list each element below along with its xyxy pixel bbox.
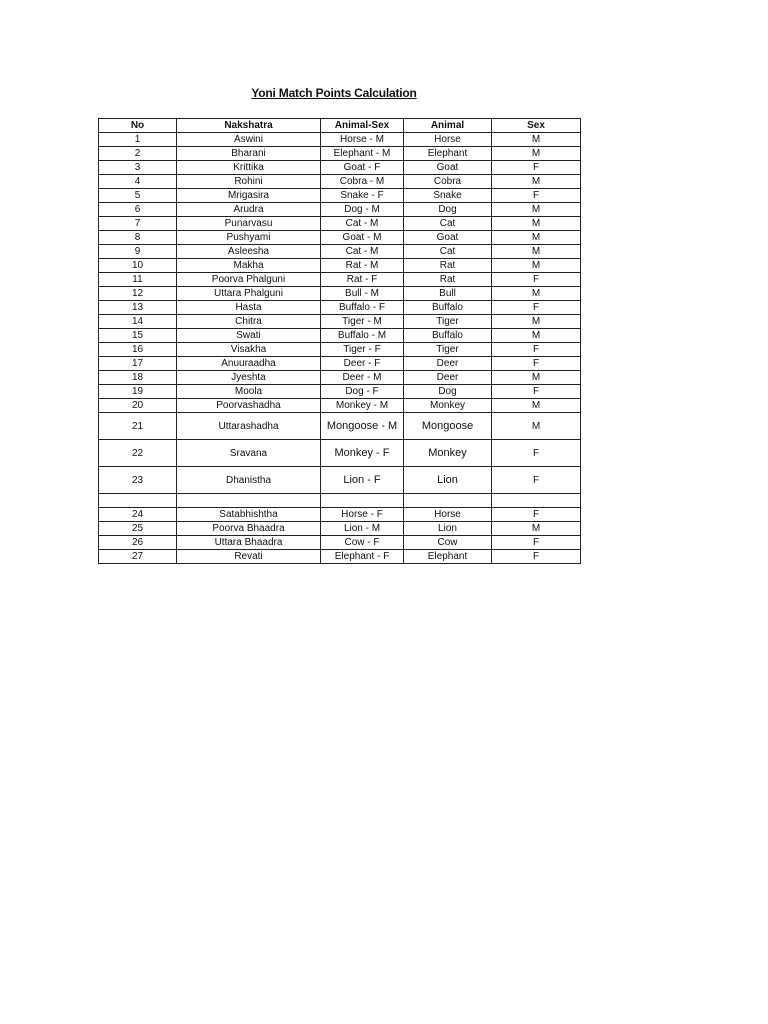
cell-animal-sex: Rat - F [321,273,404,287]
cell-sex: M [492,259,581,273]
table-row [99,329,581,343]
cell-animal: Lion [404,522,492,536]
cell-animal: Elephant [404,550,492,564]
cell-animal: Monkey [404,399,492,413]
cell-sex: M [492,329,581,343]
table-row [99,413,581,440]
cell-no: 15 [99,329,177,343]
cell-nakshatra: Visakha [177,343,321,357]
cell-sex: M [492,245,581,259]
table-row [99,508,581,522]
cell-animal-sex: Snake - F [321,189,404,203]
cell-animal-sex: Goat - F [321,161,404,175]
cell-animal-sex: Bull - M [321,287,404,301]
cell-no: 12 [99,287,177,301]
table-row [99,189,581,203]
cell-no: 11 [99,273,177,287]
table-row [99,357,581,371]
cell-nakshatra: Rohini [177,175,321,189]
cell-animal: Monkey [404,440,492,467]
cell-no: 21 [99,413,177,440]
cell-nakshatra: Uttara Phalguni [177,287,321,301]
cell-no: 1 [99,133,177,147]
cell-animal: Deer [404,357,492,371]
cell-no: 16 [99,343,177,357]
cell-nakshatra: Poorva Phalguni [177,273,321,287]
cell-animal: Tiger [404,315,492,329]
cell-nakshatra: Uttarashadha [177,413,321,440]
cell-animal-sex: Buffalo - F [321,301,404,315]
cell-no [99,494,177,508]
cell-animal-sex: Cat - M [321,217,404,231]
cell-nakshatra: Asleesha [177,245,321,259]
cell-animal-sex: Lion - M [321,522,404,536]
cell-no: 6 [99,203,177,217]
cell-no: 14 [99,315,177,329]
cell-no: 17 [99,357,177,371]
table-row [99,161,581,175]
cell-sex: M [492,315,581,329]
cell-animal-sex: Goat - M [321,231,404,245]
cell-animal-sex: Monkey - F [321,440,404,467]
cell-animal-sex: Horse - F [321,508,404,522]
cell-no: 19 [99,385,177,399]
table-row [99,440,581,467]
cell-animal-sex [321,494,404,508]
cell-nakshatra: Poorvashadha [177,399,321,413]
cell-sex: F [492,508,581,522]
col-header-no: No [99,119,177,133]
page-title: Yoni Match Points Calculation [251,86,417,100]
cell-sex [492,494,581,508]
cell-animal-sex: Cobra - M [321,175,404,189]
table-row [99,245,581,259]
cell-no: 2 [99,147,177,161]
cell-animal-sex: Buffalo - M [321,329,404,343]
cell-nakshatra: Arudra [177,203,321,217]
cell-no: 7 [99,217,177,231]
cell-sex: M [492,147,581,161]
cell-nakshatra: Uttara Bhaadra [177,536,321,550]
cell-sex: F [492,273,581,287]
table-row [99,467,581,494]
cell-nakshatra [177,494,321,508]
cell-animal-sex: Deer - F [321,357,404,371]
table-row [99,147,581,161]
cell-animal: Lion [404,467,492,494]
cell-animal-sex: Dog - M [321,203,404,217]
cell-nakshatra: Jyeshta [177,371,321,385]
cell-animal: Buffalo [404,301,492,315]
cell-sex: M [492,133,581,147]
cell-sex: M [492,399,581,413]
cell-sex: F [492,343,581,357]
cell-nakshatra: Pushyami [177,231,321,245]
cell-animal: Cat [404,217,492,231]
cell-sex: F [492,467,581,494]
cell-sex: F [492,536,581,550]
table-row [99,550,581,564]
cell-animal: Mongoose [404,413,492,440]
cell-sex: M [492,413,581,440]
table-row [99,343,581,357]
cell-animal: Buffalo [404,329,492,343]
cell-nakshatra: Revati [177,550,321,564]
cell-animal: Goat [404,231,492,245]
cell-sex: F [492,550,581,564]
cell-sex: F [492,161,581,175]
cell-nakshatra: Krittika [177,161,321,175]
cell-sex: M [492,203,581,217]
col-header-animal-sex: Animal-Sex [321,119,404,133]
cell-nakshatra: Dhanistha [177,467,321,494]
cell-no: 23 [99,467,177,494]
cell-animal-sex: Lion - F [321,467,404,494]
cell-no: 4 [99,175,177,189]
cell-animal: Bull [404,287,492,301]
table-row [99,287,581,301]
cell-no: 3 [99,161,177,175]
table-row [99,231,581,245]
table-row [99,133,581,147]
cell-animal-sex: Monkey - M [321,399,404,413]
table-row [99,385,581,399]
cell-no: 10 [99,259,177,273]
yoni-table [98,118,581,564]
cell-animal-sex: Elephant - F [321,550,404,564]
col-header-sex: Sex [492,119,581,133]
table-row [99,522,581,536]
cell-no: 25 [99,522,177,536]
cell-animal-sex: Tiger - F [321,343,404,357]
cell-animal: Cat [404,245,492,259]
cell-animal-sex: Tiger - M [321,315,404,329]
cell-animal: Rat [404,273,492,287]
cell-sex: F [492,440,581,467]
cell-sex: F [492,357,581,371]
table-row [99,175,581,189]
cell-animal-sex: Dog - F [321,385,404,399]
cell-sex: F [492,385,581,399]
cell-nakshatra: Satabhishtha [177,508,321,522]
cell-animal: Dog [404,203,492,217]
cell-sex: F [492,301,581,315]
cell-nakshatra: Moola [177,385,321,399]
cell-sex: M [492,217,581,231]
cell-sex: M [492,371,581,385]
cell-nakshatra: Aswini [177,133,321,147]
cell-nakshatra: Anuuraadha [177,357,321,371]
cell-nakshatra: Chitra [177,315,321,329]
cell-sex: F [492,189,581,203]
cell-sex: M [492,175,581,189]
cell-sex: M [492,231,581,245]
cell-no: 27 [99,550,177,564]
cell-animal-sex: Cow - F [321,536,404,550]
cell-nakshatra: Swati [177,329,321,343]
cell-no: 8 [99,231,177,245]
col-header-nakshatra: Nakshatra [177,119,321,133]
cell-animal: Dog [404,385,492,399]
cell-animal: Cow [404,536,492,550]
cell-sex: M [492,522,581,536]
cell-nakshatra: Mrigasira [177,189,321,203]
cell-animal-sex: Horse - M [321,133,404,147]
table-row [99,494,581,508]
cell-no: 18 [99,371,177,385]
cell-animal: Deer [404,371,492,385]
cell-animal: Elephant [404,147,492,161]
table-row [99,259,581,273]
cell-animal: Snake [404,189,492,203]
cell-nakshatra: Bharani [177,147,321,161]
cell-animal: Rat [404,259,492,273]
cell-nakshatra: Sravana [177,440,321,467]
col-header-animal: Animal [404,119,492,133]
cell-animal: Tiger [404,343,492,357]
table-row [99,536,581,550]
cell-nakshatra: Poorva Bhaadra [177,522,321,536]
cell-no: 24 [99,508,177,522]
table-row [99,301,581,315]
cell-nakshatra: Punarvasu [177,217,321,231]
cell-animal: Horse [404,508,492,522]
cell-no: 20 [99,399,177,413]
cell-animal: Goat [404,161,492,175]
cell-no: 13 [99,301,177,315]
table-row [99,315,581,329]
cell-animal-sex: Mongoose - M [321,413,404,440]
table-row [99,203,581,217]
table-row [99,217,581,231]
cell-nakshatra: Hasta [177,301,321,315]
cell-animal: Cobra [404,175,492,189]
cell-no: 22 [99,440,177,467]
cell-sex: M [492,287,581,301]
cell-no: 26 [99,536,177,550]
table-row [99,273,581,287]
cell-animal [404,494,492,508]
cell-no: 9 [99,245,177,259]
table-row [99,399,581,413]
cell-animal: Horse [404,133,492,147]
table-row [99,371,581,385]
cell-animal-sex: Cat - M [321,245,404,259]
cell-animal-sex: Deer - M [321,371,404,385]
cell-no: 5 [99,189,177,203]
cell-animal-sex: Elephant - M [321,147,404,161]
cell-nakshatra: Makha [177,259,321,273]
cell-animal-sex: Rat - M [321,259,404,273]
header-row [99,119,581,133]
